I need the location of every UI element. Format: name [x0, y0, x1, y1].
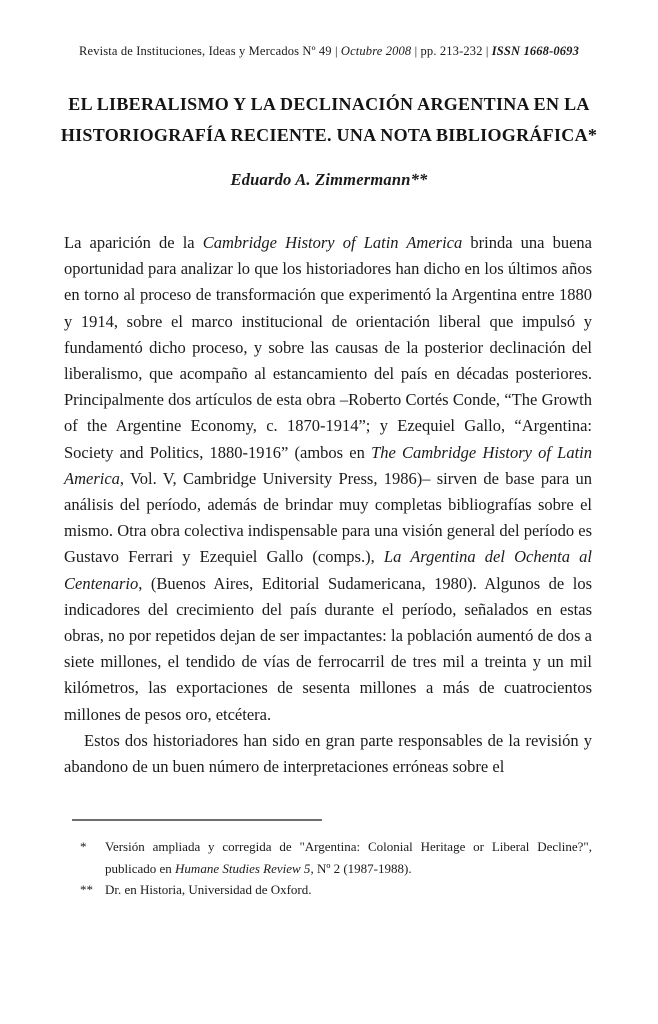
- text-segment: La aparición de la: [64, 233, 203, 252]
- text-segment: Versión ampliada y corregida de "Argentina: Colonial Heritage or Liberal Decline?", publicado en: [105, 839, 592, 876]
- footnotes: [72, 836, 592, 901]
- text-segment: Revista de Instituciones, Ideas y Mercados Nº 49 |: [79, 44, 341, 58]
- journal-header: [0, 44, 658, 59]
- article-body: [64, 230, 592, 780]
- article-title-line-2: HISTORIOGRAFÍA RECIENTE. UNA NOTA BIBLIOGRÁFICA*: [60, 125, 598, 145]
- article-title: [30, 89, 628, 151]
- text-segment: , Nº 2 (1987-1988).: [310, 860, 412, 876]
- text-segment: , (Buenos Aires, Editorial Sudamericana, 1980). Algunos de los indicadores del crecimiento del país durante el período, señalados en estas obras, no por repetidos dejan de ser impactantes: la población aumentó de dos a siete millones, el tendido de vías de ferrocarril de tres mil a treinta y un mil kilómetros, las exportaciones de sesenta millones a más de cuatrocientos millones de pesos oro, etcétera.: [64, 573, 592, 724]
- paragraph: [64, 728, 592, 780]
- footnote-divider: [72, 819, 322, 821]
- article-title-line-1: EL LIBERALISMO Y LA DECLINACIÓN ARGENTINA EN LA: [68, 94, 590, 114]
- footnote-item: [72, 879, 592, 901]
- footnote-text: [105, 836, 592, 879]
- text-segment: The Cambridge History of Latin America: [64, 442, 592, 488]
- text-segment: | pp. 213-232 |: [411, 44, 492, 58]
- text-segment: Cambridge History of Latin America: [202, 233, 463, 252]
- text-segment: La Argentina del Ochenta al Centenario: [64, 547, 592, 593]
- text-segment: brinda una buena oportunidad para analizar lo que los historiadores han dicho en los últimos años en torno al proceso de transformación que experimentó la Argentina entre 1880 y 1914, sobre el marco institucional de orientación liberal que impulsó y fundamentó dicho proceso, y sobre las causas de la posterior declinación del liberalismo, que acompaño al estancamiento del país en décadas posteriores. Principalmente dos artículos de esta obra –Roberto Cortés Conde, “The Growth of the Argentine Economy, c. 1870-1914”; y Ezequiel Gallo, “Argentina: Society and Politics, 1880-1916” (ambos en: [64, 233, 592, 462]
- text-segment: , Vol. V, Cambridge University Press, 1986)– sirven de base para un análisis del período, además de brindar muy completas bibliografías sobre el mismo. Otra obra colectiva indispensable para una visión general del período es Gustavo Ferrari y Ezequiel Gallo (comps.),: [64, 468, 592, 567]
- text-segment: Dr. en Historia, Universidad de Oxford.: [105, 882, 312, 897]
- text-segment: Humane Studies Review 5: [175, 860, 311, 876]
- footnote-marker: **: [80, 882, 93, 897]
- author-name: Eduardo A. Zimmermann**: [230, 170, 428, 189]
- text-segment: ISSN 1668-0693: [491, 44, 579, 58]
- footnote-text: [105, 879, 592, 901]
- text-segment: Octubre 2008: [340, 44, 412, 58]
- footnote-item: [72, 836, 592, 879]
- paragraph: [64, 230, 592, 728]
- text-segment: Estos dos historiadores han sido en gran parte responsables de la revisión y abandono de un buen número de interpretaciones erróneas sobre el: [64, 730, 592, 777]
- footnote-marker: *: [80, 839, 87, 854]
